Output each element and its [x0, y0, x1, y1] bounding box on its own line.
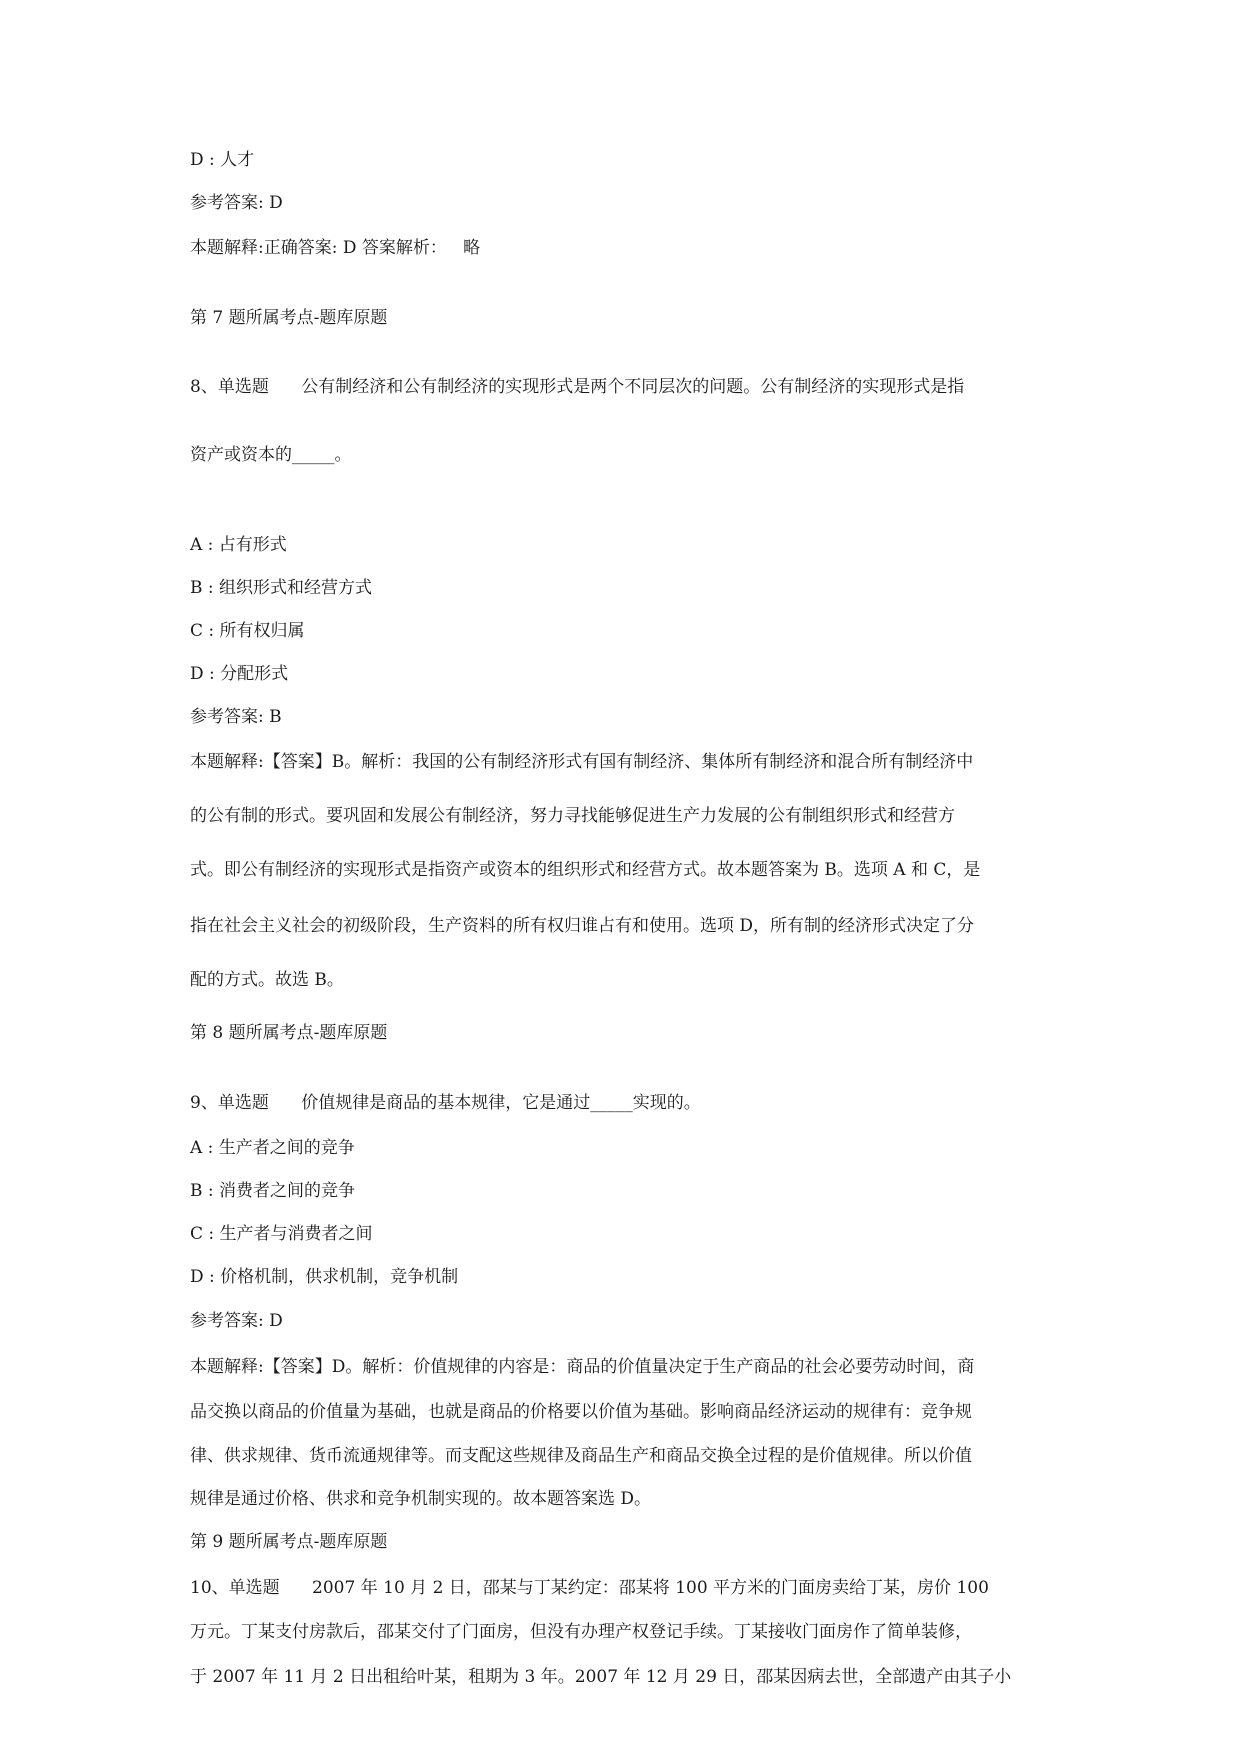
- q9-option-b: B : 消费者之间的竞争: [190, 1181, 356, 1201]
- q8-explanation-line-3: 式。即公有制经济的实现形式是指资产或资本的组织形式和经营方式。故本题答案为 B。选项 A 和 C，是: [190, 860, 981, 880]
- q10-stem-line-3: 于 2007 年 11 月 2 日出租给叶某，租期为 3 年。2007 年 12 月 29 日，邵某因病去世，全部遗产由其子小: [190, 1667, 1012, 1687]
- q9-stem: 9、单选题 价值规律是商品的基本规律，它是通过_____实现的。: [190, 1093, 701, 1113]
- q8-topic: 第 8 题所属考点-题库原题: [190, 1023, 388, 1043]
- q9-option-c: C : 生产者与消费者之间: [190, 1224, 373, 1244]
- q10-stem-line-1: 10、单选题 2007 年 10 月 2 日，邵某与丁某约定：邵某将 100 平方米的门面房卖给丁某，房价 100: [190, 1578, 989, 1598]
- q8-explanation-line-2: 的公有制的形式。要巩固和发展公有制经济，努力寻找能够促进生产力发展的公有制组织形式和经营方: [190, 806, 955, 826]
- q9-explanation-line-3: 律、供求规律、货币流通规律等。而支配这些规律及商品生产和商品交换全过程的是价值规律。所以价值: [190, 1446, 972, 1466]
- q8-option-b: B : 组织形式和经营方式: [190, 578, 373, 598]
- q7-answer: 参考答案: D: [190, 193, 283, 213]
- q8-stem-line-1: 8、单选题 公有制经济和公有制经济的实现形式是两个不同层次的问题。公有制经济的实现形式是指: [190, 377, 965, 397]
- q8-option-c: C : 所有权归属: [190, 621, 305, 641]
- q10-stem-line-2: 万元。丁某支付房款后，邵某交付了门面房，但没有办理产权登记手续。丁某接收门面房作了简单装修，: [190, 1622, 972, 1642]
- q7-option-d: D : 人才: [190, 150, 255, 170]
- q9-option-a: A : 生产者之间的竞争: [190, 1138, 355, 1158]
- q9-topic: 第 9 题所属考点-题库原题: [190, 1532, 388, 1552]
- q9-explanation-line-4: 规律是通过价格、供求和竞争机制实现的。故本题答案选 D。: [190, 1489, 652, 1509]
- q8-option-d: D : 分配形式: [190, 664, 289, 684]
- q9-explanation-line-1: 本题解释:【答案】D。解析：价值规律的内容是：商品的价值量决定于生产商品的社会必要劳动时间，商: [190, 1357, 975, 1377]
- q7-explanation: 本题解释:正确答案: D 答案解析： 略: [190, 238, 481, 258]
- q9-option-d: D : 价格机制，供求机制，竞争机制: [190, 1267, 459, 1287]
- q7-topic: 第 7 题所属考点-题库原题: [190, 308, 388, 328]
- q8-stem-line-2: 资产或资本的_____。: [190, 445, 352, 465]
- q8-answer: 参考答案: B: [190, 707, 282, 727]
- q9-explanation-line-2: 品交换以商品的价值量为基础，也就是商品的价格要以价值为基础。影响商品经济运动的规律有：竞争规: [190, 1402, 972, 1422]
- q8-option-a: A : 占有形式: [190, 535, 287, 555]
- q8-explanation-line-4: 指在社会主义社会的初级阶段，生产资料的所有权归谁占有和使用。选项 D，所有制的经济形式决定了分: [190, 916, 975, 936]
- q8-explanation-line-1: 本题解释:【答案】B。解析：我国的公有制经济形式有国有制经济、集体所有制经济和混合所有制经济中: [190, 752, 974, 772]
- q9-answer: 参考答案: D: [190, 1311, 283, 1331]
- q8-explanation-line-5: 配的方式。故选 B。: [190, 970, 344, 990]
